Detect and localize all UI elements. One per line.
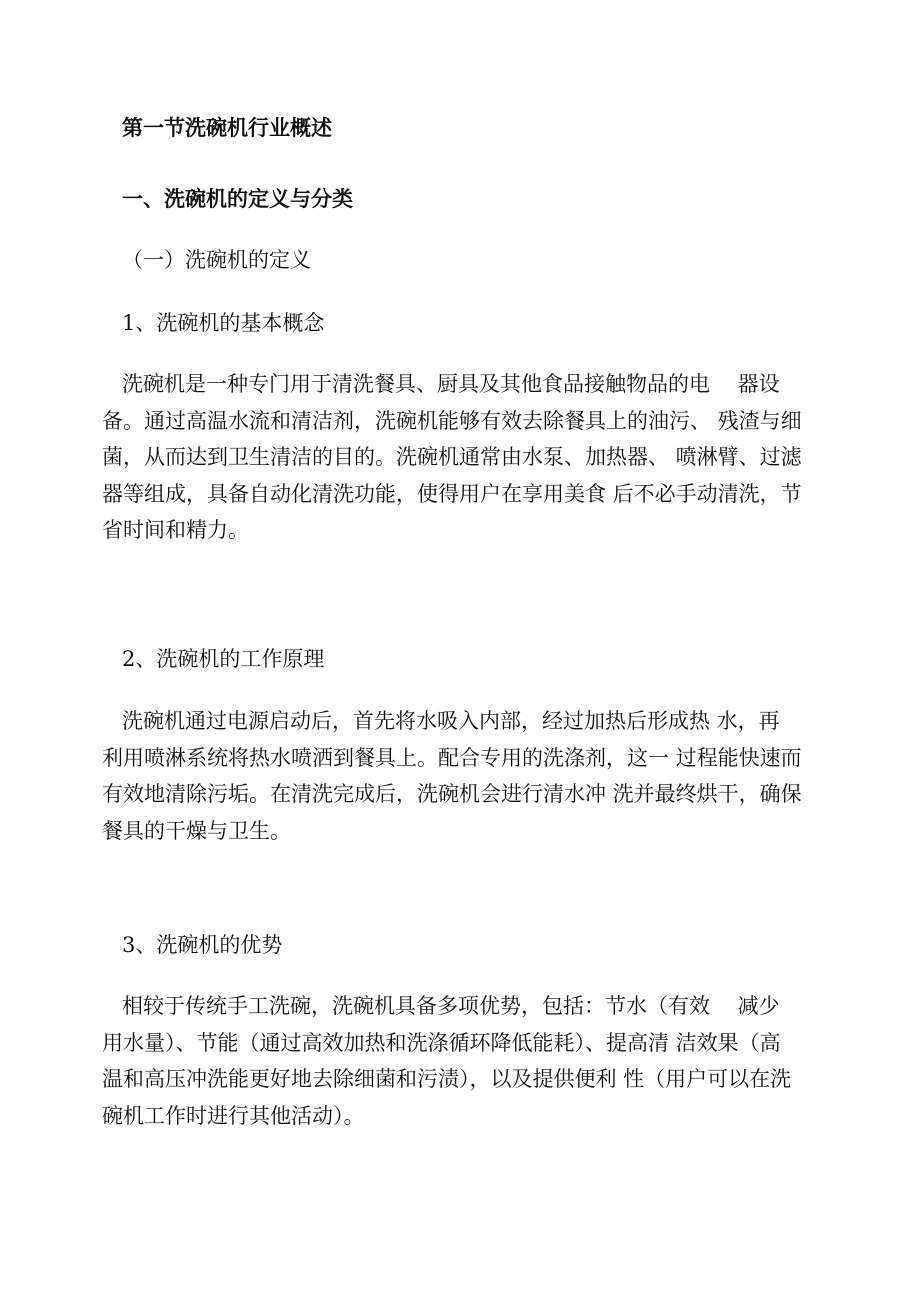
paragraph-line: 用水量）、节能（通过高效加热和洗涤循环降低能耗）、提高清 洁效果（高 <box>102 1030 781 1055</box>
heading-definition-classification: 一、洗碗机的定义与分类 <box>122 187 353 211</box>
paragraph-basic-concept <box>102 366 842 549</box>
paragraph-line: 省时间和精力。 <box>102 518 249 542</box>
paragraph-line: 有效地清除污垢。在清洗完成后，洗碗机会进行清水冲 洗并最终烘干，确保 <box>102 782 802 806</box>
paragraph-line: 洗碗机通过电源启动后，首先将水吸入内部，经过加热后形成热 水，再 <box>122 709 780 733</box>
paragraph-line: 温和高压冲洗能更好地去除细菌和污渍），以及提供便利 性（用户可以在洗 <box>102 1067 792 1091</box>
paragraph-line: 碗机工作时进行其他活动）。 <box>102 1103 365 1128</box>
subheading-advantages: 3、洗碗机的优势 <box>122 933 283 957</box>
paragraph-advantages <box>102 988 842 1134</box>
subheading-basic-concept: 1、洗碗机的基本概念 <box>122 311 325 335</box>
paragraph-line: 餐具的干燥与卫生。 <box>102 818 291 843</box>
paragraph-line: 备。通过高温水流和清洁剂，洗碗机能够有效去除餐具上的油污、 残渣与细 <box>102 408 802 433</box>
heading-definition: （一）洗碗机的定义 <box>122 248 311 272</box>
paragraph-line: 菌，从而达到卫生清洁的目的。洗碗机通常由水泵、加热器、 喷淋臂、过滤 <box>102 445 802 469</box>
paragraph-working-principle <box>102 703 842 849</box>
paragraph-line: 利用喷淋系统将热水喷洒到餐具上。配合专用的洗涤剂，这一 过程能快速而 <box>102 745 802 770</box>
paragraph-line: 洗碗机是一种专门用于清洗餐具、厨具及其他食品接触物品的电 器设 <box>122 372 780 396</box>
subheading-working-principle: 2、洗碗机的工作原理 <box>122 647 325 671</box>
section-title: 第一节洗碗机行业概述 <box>122 116 332 140</box>
paragraph-line: 相较于传统手工洗碗，洗碗机具备多项优势，包括：节水（有效 减少 <box>122 994 780 1018</box>
paragraph-line: 器等组成，具备自动化清洗功能，使得用户在享用美食 后不必手动清洗，节 <box>102 481 802 506</box>
